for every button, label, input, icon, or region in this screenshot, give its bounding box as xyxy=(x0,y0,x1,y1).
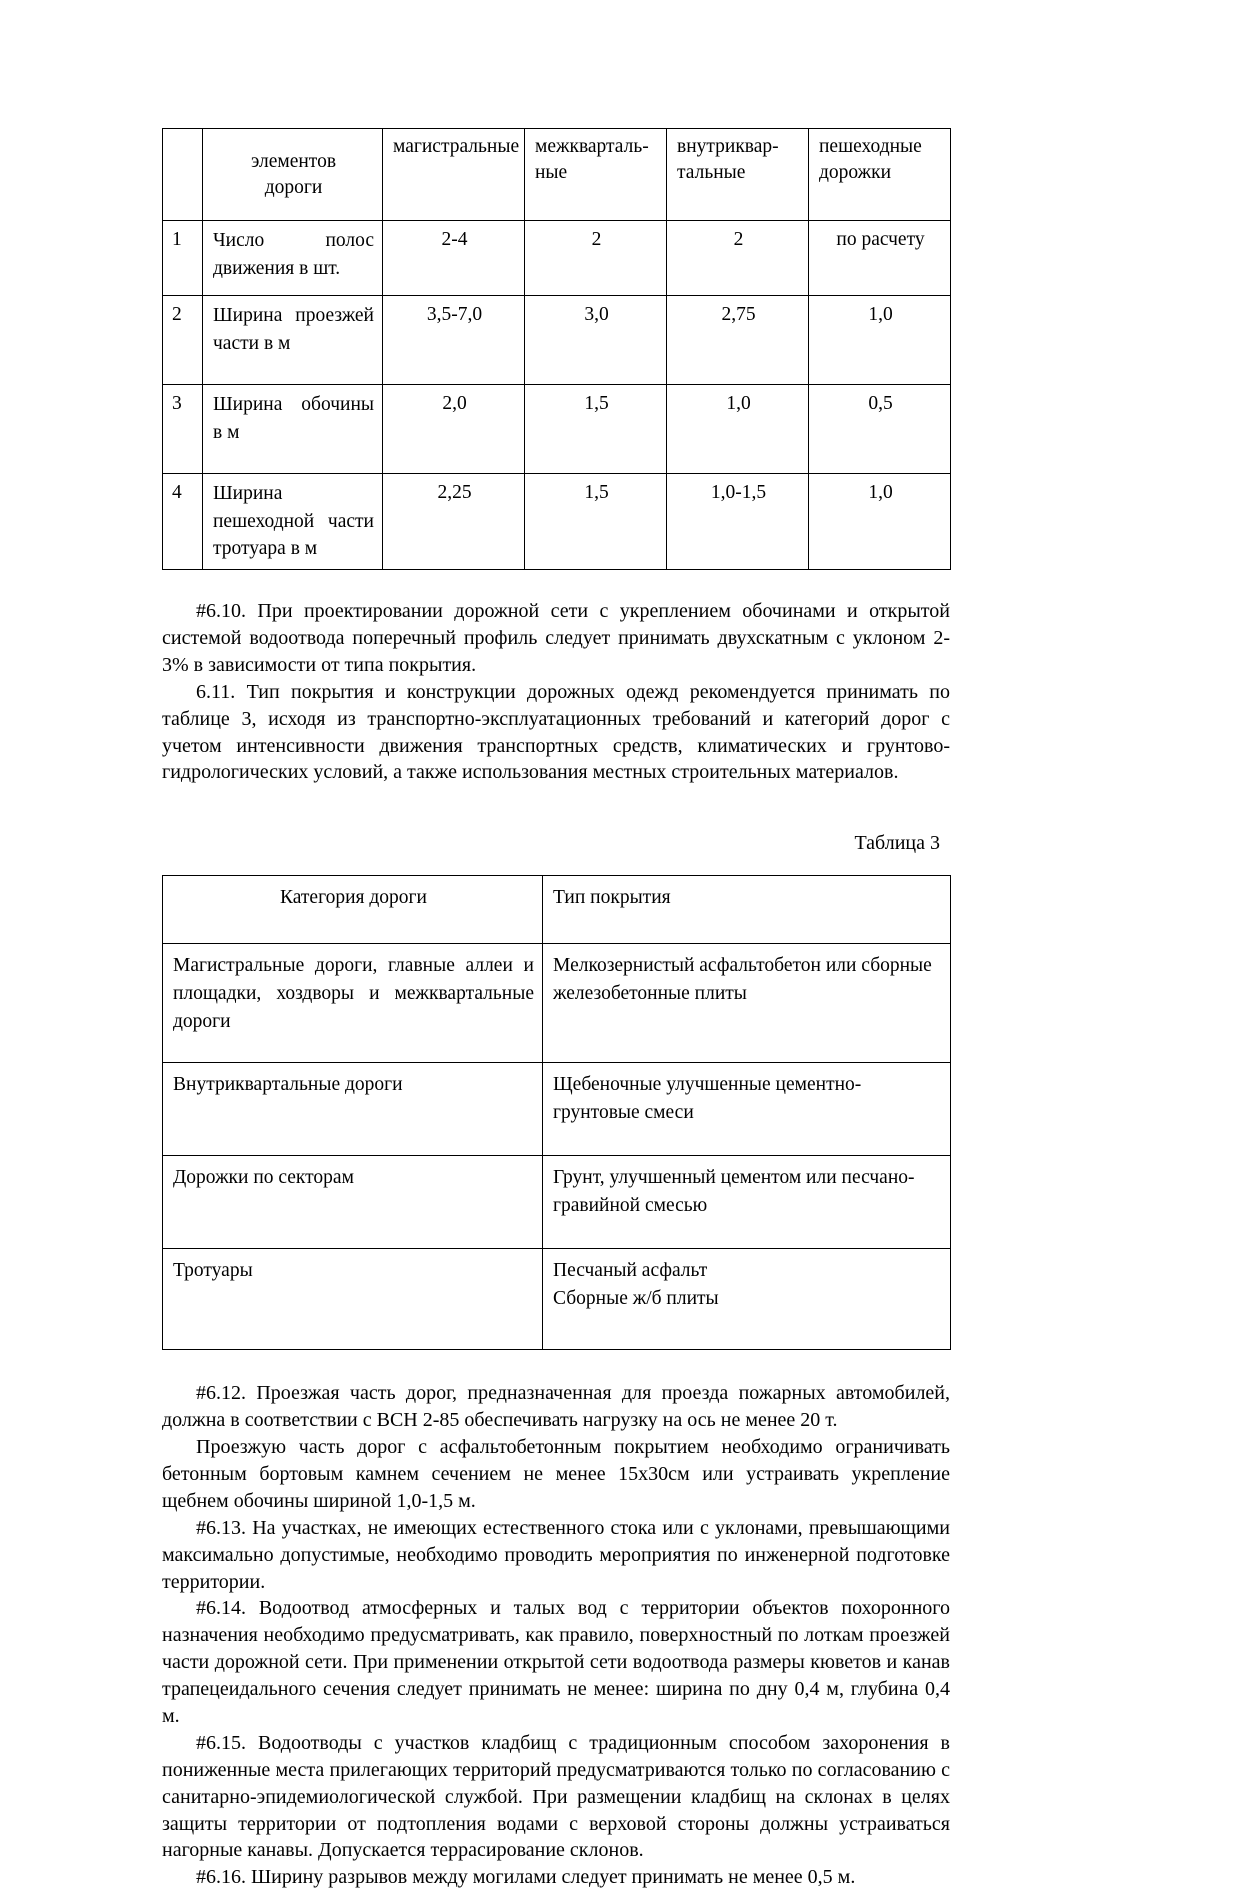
cell-element-name: Число полос движения в шт. xyxy=(203,221,383,296)
header-cell-elements xyxy=(203,129,383,221)
road-elements-table xyxy=(162,128,951,570)
header-mezhkvartal-line2: ные xyxy=(535,161,568,183)
coverage-type-line2: гравийной смесью xyxy=(553,1195,708,1217)
table-row xyxy=(163,296,951,385)
header-cell-coverage-type: Тип покрытия xyxy=(543,876,951,944)
paragraphs-middle xyxy=(162,598,950,786)
header-cell-magistral xyxy=(383,129,525,221)
cell-value-vnutrikvartal: 2,75 xyxy=(667,296,809,385)
cell-value-peshehodnye: 1,0 xyxy=(809,296,951,385)
cell-value-vnutrikvartal: 2 xyxy=(667,221,809,296)
cell-value-magistral: 3,5-7,0 xyxy=(383,296,525,385)
cell-value-peshehodnye: 0,5 xyxy=(809,385,951,474)
cell-coverage-type xyxy=(543,1249,951,1350)
cell-value-magistral: 2-4 xyxy=(383,221,525,296)
coverage-type-line1: Грунт, улучшенный цементом или песчано- xyxy=(553,1167,915,1189)
cell-element-name: Ширина обочины в м xyxy=(203,385,383,474)
paragraph-6-13: #6.13. На участках, не имеющих естественного стока или с уклонами, превышающими максимально допустимые, необходимо проводить мероприятия по инженерной подготовке территории. xyxy=(162,1516,950,1593)
road-elements-table-head xyxy=(163,129,951,221)
table-row xyxy=(163,1063,951,1156)
table-row xyxy=(163,944,951,1063)
spacer xyxy=(162,786,950,832)
cell-coverage-type xyxy=(543,1063,951,1156)
cell-value-mezhkvartal: 3,0 xyxy=(525,296,667,385)
header-elements-line1: элементов xyxy=(250,150,337,172)
cell-value-mezhkvartal: 1,5 xyxy=(525,474,667,570)
cell-road-category: Дорожки по секторам xyxy=(163,1156,543,1249)
header-cell-category: Категория дороги xyxy=(163,876,543,944)
cell-road-category: Тротуары xyxy=(163,1249,543,1350)
paragraph-6-12-a: #6.12. Проезжая часть дорог, предназначенная для проезда пожарных автомобилей, должна в соответствии с ВСН 2-85 обеспечивать нагрузку на ось не менее 20 т. xyxy=(162,1382,950,1432)
header-vnutrikvartal-line2: тальные xyxy=(677,161,746,183)
cell-value-vnutrikvartal: 1,0 xyxy=(667,385,809,474)
cell-value-mezhkvartal: 1,5 xyxy=(525,385,667,474)
header-elements-line2: дороги xyxy=(264,177,323,198)
cell-road-category: Внутриквартальные дороги xyxy=(163,1063,543,1156)
table-row xyxy=(163,474,951,570)
cell-road-category: Магистральные дороги, главные аллеи и площадки, хоздворы и межквартальные дороги xyxy=(163,944,543,1063)
paragraph-6-11: 6.11. Тип покрытия и конструкции дорожных одежд рекомендуется принимать по таблице 3, исходя из транспортно-эксплуатационных требований и категорий дорог с учетом интенсивности движения транспортных средств, климатических и грунтово-гидрологических условий, а также использования местных строительных материалов. xyxy=(162,680,950,784)
cell-row-number: 4 xyxy=(163,474,203,570)
cell-element-name: Ширина проезжей части в м xyxy=(203,296,383,385)
paragraph-6-14: #6.14. Водоотвод атмосферных и талых вод с территории объектов похоронного назначения необходимо предусматривать, как правило, поверхностный по лоткам проезжей части дорожной сети. При применении открытой сети водоотвода размеры кюветов и канав трапецеидального сечения следует принимать не менее: ширина по дну 0,4 м, глубина 0,4 м. xyxy=(162,1597,950,1727)
paragraph-6-10: #6.10. При проектировании дорожной сети с укреплением обочинами и открытой системой водоотвода поперечный профиль следует принимать двухскатным с уклоном 2-3% в зависимости от типа покрытия. xyxy=(162,600,950,676)
coverage-type-line2: Сборные ж/б плиты xyxy=(553,1288,719,1310)
paragraph-6-15: #6.15. Водоотводы с участков кладбищ с традиционным способом захоронения в пониженные места прилегающих территорий предусматриваются только по согласованию с санитарно-эпидемиологической службой. При размещении кладбищ на склонах в целях защиты территории от подтопления водами с верховой стороны должны устраиваться нагорные канавы. Допускается террасирование склонов. xyxy=(162,1731,950,1862)
coverage-table-body xyxy=(163,944,951,1350)
table-row xyxy=(163,385,951,474)
cell-row-number: 2 xyxy=(163,296,203,385)
spacer xyxy=(162,1350,950,1380)
coverage-type-line2: грунтовые смеси xyxy=(553,1102,694,1124)
coverage-type-line1: Песчаный асфальт xyxy=(553,1260,708,1282)
cell-value-vnutrikvartal: 1,0-1,5 xyxy=(667,474,809,570)
header-peshehodnye-line1: пешеходные xyxy=(819,136,922,157)
cell-value-peshehodnye: 1,0 xyxy=(809,474,951,570)
table-3-caption: Таблица 3 xyxy=(854,832,940,855)
header-cell-vnutrikvartal xyxy=(667,129,809,221)
paragraph-6-12-b: Проезжую часть дорог с асфальтобетонным покрытием необходимо ограничивать бетонным бортовым камнем сечением не менее 15х30см или устраивать укрепление щебнем обочины шириной 1,0-1,5 м. xyxy=(162,1436,950,1512)
coverage-type-line2: железобетонные плиты xyxy=(553,983,747,1005)
page-content xyxy=(162,128,950,1891)
paragraphs-bottom xyxy=(162,1380,950,1891)
table-row xyxy=(163,1249,951,1350)
table-row xyxy=(163,221,951,296)
paragraph-6-16: #6.16. Ширину разрывов между могилами следует принимать не менее 0,5 м. xyxy=(196,1866,856,1889)
cell-value-peshehodnye: по расчету xyxy=(809,221,951,296)
coverage-type-table xyxy=(162,875,951,1350)
table-header-row xyxy=(163,129,951,221)
header-magistral-label: магистральные xyxy=(393,136,520,157)
cell-value-magistral: 2,25 xyxy=(383,474,525,570)
cell-row-number: 3 xyxy=(163,385,203,474)
coverage-table-head xyxy=(163,876,951,944)
road-elements-table-body xyxy=(163,221,951,570)
cell-coverage-type xyxy=(543,1156,951,1249)
header-mezhkvartal-line1: межкварталь- xyxy=(535,136,649,157)
cell-element-name: Ширина пешеходной части тротуара в м xyxy=(203,474,383,570)
header-peshehodnye-line2: дорожки xyxy=(819,161,892,183)
coverage-type-line1: Мелкозернистый асфальтобетон или сборные xyxy=(553,955,932,977)
cell-coverage-type xyxy=(543,944,951,1063)
header-cell-index xyxy=(163,129,203,221)
table-header-row xyxy=(163,876,951,944)
spacer xyxy=(162,855,950,875)
cell-value-mezhkvartal: 2 xyxy=(525,221,667,296)
table-row xyxy=(163,1156,951,1249)
header-cell-mezhkvartal xyxy=(525,129,667,221)
cell-value-magistral: 2,0 xyxy=(383,385,525,474)
header-cell-peshehodnye xyxy=(809,129,951,221)
cell-row-number: 1 xyxy=(163,221,203,296)
coverage-type-line1: Щебеночные улучшенные цементно- xyxy=(553,1074,862,1096)
header-vnutrikvartal-line1: внутриквар- xyxy=(677,136,779,157)
